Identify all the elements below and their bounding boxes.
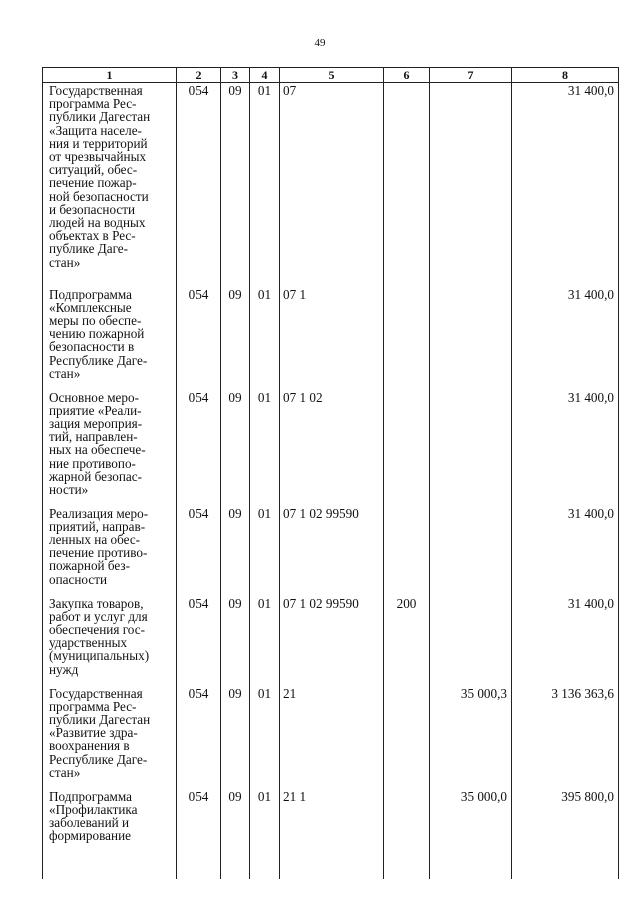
target-article-value: 07: [283, 83, 297, 98]
budget-table: [42, 67, 619, 879]
amount-col7-cell: [430, 83, 512, 287]
row-name-line: и безопасности: [49, 201, 136, 217]
amount-col8-cell: [512, 390, 619, 506]
amount-col8-cell: [512, 287, 619, 390]
row-name-line: Подпрограмма: [49, 286, 133, 302]
row-name-line: пожарной без-: [49, 558, 131, 574]
amount-col8-cell: [512, 596, 619, 686]
row-name-line: работ и услуг для: [49, 608, 148, 624]
row-name-line: «Развитие здра-: [49, 725, 138, 741]
amount-col7-cell: [430, 287, 512, 390]
department-code-value: 054: [188, 595, 209, 611]
row-name-line: «Комплексные: [49, 299, 132, 315]
amount-col7-cell: [430, 390, 512, 506]
amount-col8-value: 3 136 363,6: [551, 685, 614, 701]
department-code-cell: [177, 686, 221, 789]
amount-col7-value: [430, 390, 511, 391]
column-header: 4: [250, 68, 280, 83]
row-name-line: стан»: [49, 764, 81, 780]
subsection-code-value: 01: [257, 389, 272, 405]
target-article-value: 07 1 02 99590: [283, 595, 359, 611]
amount-col8-value: 31 400,0: [567, 505, 614, 521]
section-code-value: 09: [228, 286, 242, 302]
row-name-line: от чрезвычайных: [49, 149, 147, 165]
subsection-code-cell: [250, 390, 280, 506]
row-name-line: ния и территорий: [49, 135, 148, 151]
expense-type-value: [384, 506, 429, 507]
row-name-line: ние противопо-: [49, 455, 136, 471]
row-name-line: Государственная: [49, 83, 143, 98]
row-name-line: Государственная: [49, 685, 143, 701]
department-code-cell: [177, 596, 221, 686]
amount-col7-value: 35 000,0: [460, 788, 507, 804]
target-article-cell: [280, 506, 384, 596]
department-code-value: 054: [188, 788, 209, 804]
column-header: 3: [221, 68, 250, 83]
row-name-line: объектах в Рес-: [49, 228, 136, 244]
department-code-cell: [177, 287, 221, 390]
department-code-value: 054: [188, 389, 209, 405]
section-code-cell: [221, 789, 250, 879]
department-code-value: 054: [188, 685, 209, 701]
column-header: 8: [512, 68, 619, 83]
table-row: [43, 506, 619, 596]
row-name-line: Республике Даге-: [49, 751, 148, 767]
amount-col7-value: [430, 287, 511, 288]
row-name-line: заболеваний и: [49, 814, 130, 830]
row-name-line: стан»: [49, 254, 81, 270]
department-code-cell: [177, 506, 221, 596]
table-row: [43, 390, 619, 506]
row-name-line: Основное меро-: [49, 389, 139, 405]
subsection-code-value: 01: [257, 685, 272, 701]
expense-type-value: [384, 390, 429, 391]
amount-col7-cell: [430, 506, 512, 596]
department-code-cell: [177, 789, 221, 879]
row-name-line: публики Дагестан: [49, 711, 151, 727]
section-code-cell: [221, 83, 250, 287]
row-name-line: программа Рес-: [49, 96, 137, 112]
target-article-cell: [280, 390, 384, 506]
row-name-line: формирование: [49, 828, 131, 844]
expense-type-value: [384, 287, 429, 288]
section-code-cell: [221, 390, 250, 506]
amount-col8-value: 31 400,0: [567, 389, 614, 405]
section-code-value: 09: [228, 788, 242, 804]
row-name-cell: [43, 686, 177, 789]
expense-type-cell: [384, 789, 430, 879]
expense-type-cell: [384, 506, 430, 596]
row-name-line: публике Даге-: [49, 241, 129, 257]
row-name-line: зация мероприя-: [49, 415, 143, 431]
row-name-line: публики Дагестан: [49, 109, 151, 125]
row-name-line: стан»: [49, 365, 81, 381]
section-code-value: 09: [228, 595, 242, 611]
section-code-value: 09: [228, 83, 242, 98]
row-name-line: «Профилактика: [49, 801, 138, 817]
target-article-value: 21: [283, 685, 297, 701]
table-row: [43, 287, 619, 390]
row-name-line: печение пожар-: [49, 175, 137, 191]
table-row: [43, 83, 619, 287]
amount-col7-cell: [430, 686, 512, 789]
column-header: 7: [430, 68, 512, 83]
row-name-line: Реализация меро-: [49, 505, 149, 521]
subsection-code-cell: [250, 686, 280, 789]
amount-col7-cell: [430, 789, 512, 879]
row-name-line: опасности: [49, 571, 108, 587]
section-code-cell: [221, 506, 250, 596]
target-article-value: 07 1: [283, 286, 307, 302]
row-name-cell: [43, 596, 177, 686]
row-name-line: печение противо-: [49, 545, 148, 561]
expense-type-cell: [384, 686, 430, 789]
row-name-line: меры по обеспе-: [49, 312, 142, 328]
row-name-line: (муниципальных): [49, 648, 150, 664]
subsection-code-cell: [250, 83, 280, 287]
amount-col8-value: 31 400,0: [567, 595, 614, 611]
amount-col7-cell: [430, 596, 512, 686]
row-name-cell: [43, 83, 177, 287]
row-name-line: безопасности в: [49, 339, 135, 355]
row-name-line: Республике Даге-: [49, 352, 148, 368]
row-name-cell: [43, 789, 177, 879]
table-row: [43, 686, 619, 789]
target-article-cell: [280, 83, 384, 287]
row-name-line: ных на обеспече-: [49, 442, 146, 458]
row-name-line: тий, направлен-: [49, 429, 138, 445]
target-article-value: 07 1 02 99590: [283, 505, 359, 521]
target-article-value: 07 1 02: [283, 389, 323, 405]
row-name-line: ситуаций, обес-: [49, 162, 138, 178]
department-code-value: 054: [188, 286, 209, 302]
expense-type-cell: [384, 83, 430, 287]
row-name-line: «Защита населе-: [49, 122, 142, 138]
expense-type-value: [384, 83, 429, 84]
expense-type-cell: [384, 287, 430, 390]
row-name-line: чению пожарной: [49, 326, 145, 342]
subsection-code-value: 01: [257, 83, 272, 98]
row-name-line: ударственных: [49, 635, 128, 651]
expense-type-cell: [384, 390, 430, 506]
row-name-line: воохранения в: [49, 738, 130, 754]
target-article-cell: [280, 596, 384, 686]
target-article-cell: [280, 789, 384, 879]
subsection-code-value: 01: [257, 286, 272, 302]
section-code-cell: [221, 686, 250, 789]
table-row: [43, 789, 619, 879]
row-name-line: ной безопасности: [49, 188, 149, 204]
row-name-line: Закупка товаров,: [49, 595, 144, 611]
section-code-value: 09: [228, 389, 242, 405]
amount-col8-cell: [512, 83, 619, 287]
row-name-cell: [43, 287, 177, 390]
target-article-cell: [280, 287, 384, 390]
amount-col8-value: 31 400,0: [567, 83, 614, 98]
subsection-code-value: 01: [257, 505, 272, 521]
column-header: 2: [177, 68, 221, 83]
expense-type-value: [384, 686, 429, 687]
row-name-line: обеспечения гос-: [49, 621, 145, 637]
row-name-line: жарной безопас-: [49, 468, 142, 484]
amount-col8-cell: [512, 686, 619, 789]
column-header: 5: [280, 68, 384, 83]
section-code-cell: [221, 596, 250, 686]
row-name-line: ленных на обес-: [49, 531, 141, 547]
column-header: 1: [43, 68, 177, 83]
amount-col8-value: 31 400,0: [567, 286, 614, 302]
amount-col7-value: [430, 506, 511, 507]
amount-col8-value: 395 800,0: [561, 788, 614, 804]
table-body: [43, 83, 619, 879]
subsection-code-cell: [250, 506, 280, 596]
row-name-line: Подпрограмма: [49, 788, 133, 804]
row-name-line: людей на водных: [49, 215, 146, 231]
target-article-cell: [280, 686, 384, 789]
department-code-value: 054: [188, 505, 209, 521]
row-name-line: программа Рес-: [49, 698, 137, 714]
table-row: [43, 596, 619, 686]
section-code-value: 09: [228, 685, 242, 701]
target-article-value: 21 1: [283, 788, 307, 804]
amount-col8-cell: [512, 506, 619, 596]
row-name-cell: [43, 506, 177, 596]
amount-col7-value: [430, 596, 511, 597]
amount-col8-cell: [512, 789, 619, 879]
department-code-cell: [177, 390, 221, 506]
row-name-line: приятий, направ-: [49, 518, 146, 534]
page-number: 49: [314, 37, 326, 49]
subsection-code-cell: [250, 789, 280, 879]
row-name-line: приятие «Реали-: [49, 402, 142, 418]
amount-col7-value: 35 000,3: [460, 685, 507, 701]
expense-type-value: 200: [396, 595, 417, 611]
expense-type-value: [384, 789, 429, 790]
amount-col7-value: [430, 83, 511, 84]
department-code-value: 054: [188, 83, 209, 98]
row-name-cell: [43, 390, 177, 506]
subsection-code-value: 01: [257, 595, 272, 611]
column-header: 6: [384, 68, 430, 83]
section-code-value: 09: [228, 505, 242, 521]
department-code-cell: [177, 83, 221, 287]
subsection-code-cell: [250, 287, 280, 390]
header-row: [43, 68, 619, 83]
subsection-code-cell: [250, 596, 280, 686]
subsection-code-value: 01: [257, 788, 272, 804]
row-name-line: нужд: [49, 661, 79, 677]
expense-type-cell: [384, 596, 430, 686]
section-code-cell: [221, 287, 250, 390]
row-name-line: ности»: [49, 481, 89, 497]
